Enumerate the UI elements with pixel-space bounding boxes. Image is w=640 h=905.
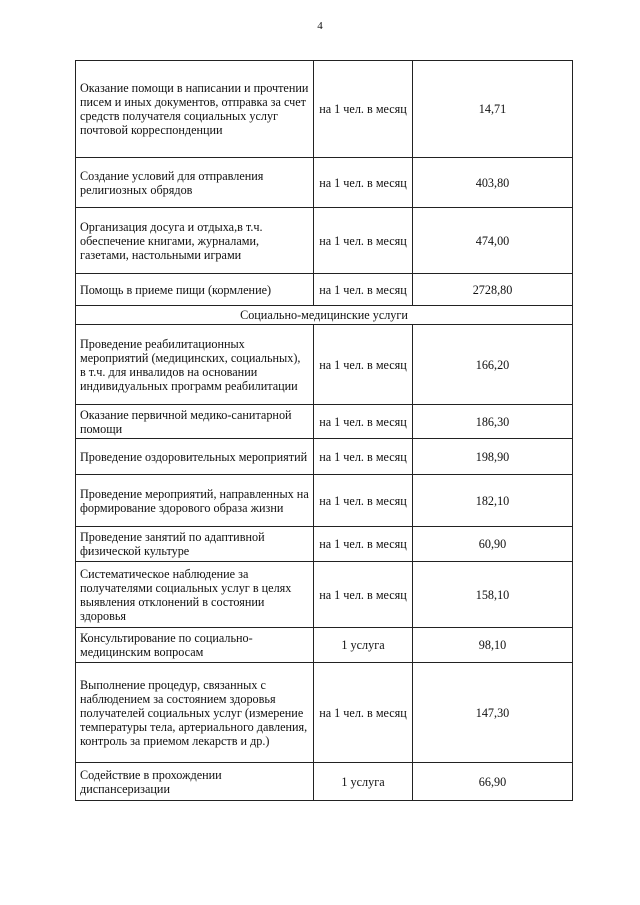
service-unit: на 1 чел. в месяц [314, 61, 413, 158]
service-price: 182,10 [413, 475, 573, 527]
table-row [76, 763, 573, 801]
service-price: 403,80 [413, 158, 573, 208]
service-price: 14,71 [413, 61, 573, 158]
service-price: 158,10 [413, 562, 573, 628]
service-price: 166,20 [413, 325, 573, 405]
service-name: Содействие в прохождении диспансеризации [76, 763, 314, 801]
service-unit: на 1 чел. в месяц [314, 208, 413, 274]
table-row [76, 527, 573, 562]
service-price: 186,30 [413, 405, 573, 439]
service-name: Оказание первичной медико-санитарной помощи [76, 405, 314, 439]
service-name: Систематическое наблюдение за получателями социальных услуг в целях выявления отклонений в состоянии здоровья [76, 562, 314, 628]
service-name: Оказание помощи в написании и прочтении писем и иных документов, отправка за счет средств получателя социальных услуг почтовой корреспонденции [76, 61, 314, 158]
service-unit: на 1 чел. в месяц [314, 439, 413, 475]
table-row [76, 628, 573, 663]
service-price: 474,00 [413, 208, 573, 274]
services-tariff-table [75, 60, 573, 801]
service-unit: на 1 чел. в месяц [314, 274, 413, 306]
service-name: Создание условий для отправления религиозных обрядов [76, 158, 314, 208]
section-header-row [76, 306, 573, 325]
service-name: Проведение оздоровительных мероприятий [76, 439, 314, 475]
service-unit: 1 услуга [314, 628, 413, 663]
service-name: Организация досуга и отдыха,в т.ч. обеспечение книгами, журналами, газетами, настольными играми [76, 208, 314, 274]
table-row [76, 439, 573, 475]
service-name: Консультирование по социально-медицинским вопросам [76, 628, 314, 663]
table-row [76, 325, 573, 405]
service-price: 60,90 [413, 527, 573, 562]
table-row [76, 61, 573, 158]
service-price: 147,30 [413, 663, 573, 763]
service-unit: на 1 чел. в месяц [314, 475, 413, 527]
table-row [76, 562, 573, 628]
service-unit: на 1 чел. в месяц [314, 405, 413, 439]
table-row [76, 405, 573, 439]
service-name: Проведение реабилитационных мероприятий (медицинских, социальных), в т.ч. для инвалидов на основании индивидуальных программ реабилитации [76, 325, 314, 405]
section-title-social-medical: Социально-медицинские услуги [76, 306, 573, 325]
page-number: 4 [317, 20, 323, 32]
service-name: Проведение занятий по адаптивной физической культуре [76, 527, 314, 562]
service-unit: на 1 чел. в месяц [314, 158, 413, 208]
service-price: 198,90 [413, 439, 573, 475]
service-unit: 1 услуга [314, 763, 413, 801]
service-unit: на 1 чел. в месяц [314, 527, 413, 562]
table-row [76, 663, 573, 763]
service-name: Проведение мероприятий, направленных на формирование здорового образа жизни [76, 475, 314, 527]
service-name: Помощь в приеме пищи (кормление) [76, 274, 314, 306]
service-price: 66,90 [413, 763, 573, 801]
service-unit: на 1 чел. в месяц [314, 562, 413, 628]
service-unit: на 1 чел. в месяц [314, 325, 413, 405]
service-price: 2728,80 [413, 274, 573, 306]
service-name: Выполнение процедур, связанных с наблюдением за состоянием здоровья получателей социальных услуг (измерение температуры тела, артериального давления, контроль за приемом лекарств и др.) [76, 663, 314, 763]
table-row [76, 158, 573, 208]
service-price: 98,10 [413, 628, 573, 663]
service-unit: на 1 чел. в месяц [314, 663, 413, 763]
table-row [76, 274, 573, 306]
table-row [76, 208, 573, 274]
table-row [76, 475, 573, 527]
